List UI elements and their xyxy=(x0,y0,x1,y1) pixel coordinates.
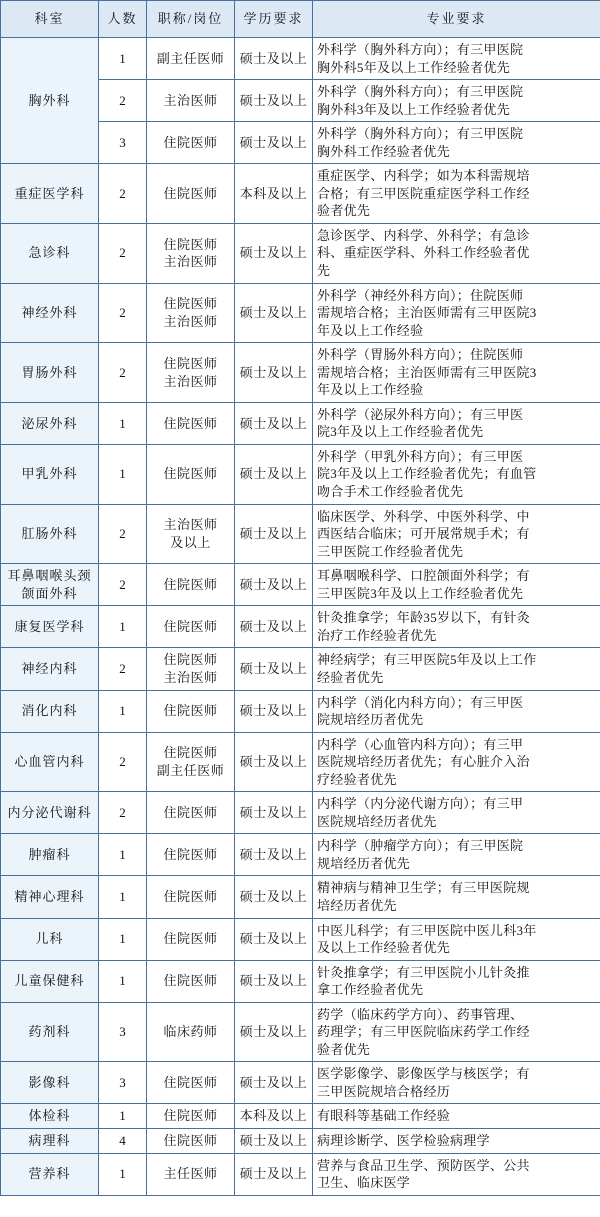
cell-job-title: 住院医师 xyxy=(147,444,235,504)
cell-headcount: 3 xyxy=(99,122,147,164)
cell-education: 硕士及以上 xyxy=(235,918,313,960)
cell-dept: 神经外科 xyxy=(1,283,99,343)
cell-job-title: 主治医师 及以上 xyxy=(147,504,235,564)
cell-major-requirement: 药学（临床药学方向）、药事管理、 药理学；有三甲医院临床药学工作经 验者优先 xyxy=(313,1002,600,1062)
cell-headcount: 2 xyxy=(99,504,147,564)
cell-education: 硕士及以上 xyxy=(235,606,313,648)
cell-job-title: 住院医师 xyxy=(147,1128,235,1153)
cell-major-requirement: 外科学（胸外科方向）；有三甲医院 胸外科工作经验者优先 xyxy=(313,122,600,164)
cell-job-title: 临床药师 xyxy=(147,1002,235,1062)
cell-dept: 儿科 xyxy=(1,918,99,960)
cell-job-title: 住院医师 xyxy=(147,1062,235,1104)
cell-dept: 胸外科 xyxy=(1,38,99,164)
table-body xyxy=(1,38,600,1196)
cell-major-requirement: 精神病与精神卫生学；有三甲医院规 培经历者优先 xyxy=(313,876,600,918)
cell-headcount: 1 xyxy=(99,606,147,648)
cell-dept: 精神心理科 xyxy=(1,876,99,918)
cell-major-requirement: 外科学（胸外科方向）；有三甲医院 胸外科5年及以上工作经验者优先 xyxy=(313,38,600,80)
cell-major-requirement: 耳鼻咽喉科学、口腔颌面外科学；有 三甲医院3年及以上工作经验者优先 xyxy=(313,564,600,606)
table-row xyxy=(1,564,600,606)
cell-job-title: 住院医师 主治医师 xyxy=(147,283,235,343)
table-row xyxy=(1,444,600,504)
cell-job-title: 住院医师 xyxy=(147,564,235,606)
cell-job-title: 主治医师 xyxy=(147,80,235,122)
cell-headcount: 2 xyxy=(99,648,147,690)
cell-major-requirement: 重症医学、内科学；如为本科需规培 合格；有三甲医院重症医学科工作经 验者优先 xyxy=(313,164,600,224)
cell-major-requirement: 有眼科等基础工作经验 xyxy=(313,1104,600,1129)
cell-dept: 肛肠外科 xyxy=(1,504,99,564)
cell-education: 硕士及以上 xyxy=(235,564,313,606)
cell-major-requirement: 急诊医学、内科学、外科学；有急诊 科、重症医学科、外科工作经验者优 先 xyxy=(313,223,600,283)
cell-major-requirement: 内科学（内分泌代谢方向）；有三甲 医院规培经历者优先 xyxy=(313,792,600,834)
table-row xyxy=(1,960,600,1002)
cell-job-title: 住院医师 xyxy=(147,918,235,960)
cell-job-title: 住院医师 副主任医师 xyxy=(147,732,235,792)
cell-dept: 内分泌代谢科 xyxy=(1,792,99,834)
cell-headcount: 1 xyxy=(99,38,147,80)
cell-major-requirement: 营养与食品卫生学、预防医学、公共 卫生、临床医学 xyxy=(313,1153,600,1195)
cell-headcount: 2 xyxy=(99,792,147,834)
cell-major-requirement: 中医儿科学；有三甲医院中医儿科3年 及以上工作经验者优先 xyxy=(313,918,600,960)
table-row xyxy=(1,1153,600,1195)
cell-major-requirement: 针灸推拿学；有三甲医院小儿针灸推 拿工作经验者优先 xyxy=(313,960,600,1002)
cell-headcount: 2 xyxy=(99,343,147,403)
cell-job-title: 住院医师 主治医师 xyxy=(147,223,235,283)
cell-headcount: 1 xyxy=(99,960,147,1002)
cell-headcount: 2 xyxy=(99,80,147,122)
cell-major-requirement: 外科学（胃肠外科方向）；住院医师 需规培合格；主治医师需有三甲医院3 年及以上工作经验 xyxy=(313,343,600,403)
cell-education: 硕士及以上 xyxy=(235,343,313,403)
cell-job-title: 住院医师 xyxy=(147,690,235,732)
table-row xyxy=(1,834,600,876)
cell-major-requirement: 医学影像学、影像医学与核医学；有 三甲医院规培合格经历 xyxy=(313,1062,600,1104)
cell-headcount: 1 xyxy=(99,690,147,732)
cell-major-requirement: 病理诊断学、医学检验病理学 xyxy=(313,1128,600,1153)
cell-education: 硕士及以上 xyxy=(235,834,313,876)
table-row xyxy=(1,1128,600,1153)
cell-headcount: 1 xyxy=(99,834,147,876)
cell-dept: 消化内科 xyxy=(1,690,99,732)
table-row xyxy=(1,732,600,792)
cell-education: 硕士及以上 xyxy=(235,1153,313,1195)
cell-dept: 体检科 xyxy=(1,1104,99,1129)
header-title: 职称/岗位 xyxy=(147,1,235,38)
cell-job-title: 住院医师 xyxy=(147,164,235,224)
cell-dept: 肿瘤科 xyxy=(1,834,99,876)
table-row xyxy=(1,876,600,918)
table-row xyxy=(1,792,600,834)
table-row xyxy=(1,1002,600,1062)
cell-headcount: 2 xyxy=(99,223,147,283)
header-req: 专业要求 xyxy=(313,1,600,38)
cell-education: 本科及以上 xyxy=(235,1104,313,1129)
cell-education: 硕士及以上 xyxy=(235,402,313,444)
cell-education: 硕士及以上 xyxy=(235,960,313,1002)
cell-education: 硕士及以上 xyxy=(235,504,313,564)
cell-job-title: 住院医师 xyxy=(147,960,235,1002)
cell-headcount: 3 xyxy=(99,1002,147,1062)
cell-education: 硕士及以上 xyxy=(235,1128,313,1153)
cell-job-title: 住院医师 xyxy=(147,1104,235,1129)
cell-education: 硕士及以上 xyxy=(235,38,313,80)
cell-education: 本科及以上 xyxy=(235,164,313,224)
cell-job-title: 主任医师 xyxy=(147,1153,235,1195)
cell-dept: 营养科 xyxy=(1,1153,99,1195)
header-dept: 科室 xyxy=(1,1,99,38)
cell-dept: 神经内科 xyxy=(1,648,99,690)
table-row xyxy=(1,648,600,690)
cell-major-requirement: 外科学（泌尿外科方向）；有三甲医 院3年及以上工作经验者优先 xyxy=(313,402,600,444)
cell-education: 硕士及以上 xyxy=(235,792,313,834)
table-row xyxy=(1,402,600,444)
cell-dept: 甲乳外科 xyxy=(1,444,99,504)
cell-headcount: 2 xyxy=(99,164,147,224)
cell-major-requirement: 内科学（消化内科方向）；有三甲医 院规培经历者优先 xyxy=(313,690,600,732)
cell-education: 硕士及以上 xyxy=(235,648,313,690)
cell-job-title: 住院医师 xyxy=(147,834,235,876)
cell-dept: 重症医学科 xyxy=(1,164,99,224)
cell-headcount: 2 xyxy=(99,564,147,606)
cell-headcount: 2 xyxy=(99,283,147,343)
cell-headcount: 3 xyxy=(99,1062,147,1104)
cell-headcount: 2 xyxy=(99,732,147,792)
cell-job-title: 副主任医师 xyxy=(147,38,235,80)
table-row xyxy=(1,1104,600,1129)
table-row xyxy=(1,918,600,960)
cell-major-requirement: 内科学（心血管内科方向）；有三甲 医院规培经历者优先；有心脏介入治 疗经验者优先 xyxy=(313,732,600,792)
cell-headcount: 4 xyxy=(99,1128,147,1153)
cell-headcount: 1 xyxy=(99,1104,147,1129)
cell-job-title: 住院医师 主治医师 xyxy=(147,648,235,690)
cell-education: 硕士及以上 xyxy=(235,732,313,792)
cell-education: 硕士及以上 xyxy=(235,444,313,504)
cell-dept: 康复医学科 xyxy=(1,606,99,648)
cell-education: 硕士及以上 xyxy=(235,223,313,283)
table-row xyxy=(1,690,600,732)
header-num: 人数 xyxy=(99,1,147,38)
cell-dept: 急诊科 xyxy=(1,223,99,283)
cell-job-title: 住院医师 xyxy=(147,606,235,648)
cell-dept: 病理科 xyxy=(1,1128,99,1153)
cell-education: 硕士及以上 xyxy=(235,283,313,343)
cell-education: 硕士及以上 xyxy=(235,1062,313,1104)
cell-major-requirement: 神经病学；有三甲医院5年及以上工作 经验者优先 xyxy=(313,648,600,690)
cell-job-title: 住院医师 主治医师 xyxy=(147,343,235,403)
cell-education: 硕士及以上 xyxy=(235,80,313,122)
table-row xyxy=(1,606,600,648)
table-row xyxy=(1,283,600,343)
table-row xyxy=(1,504,600,564)
cell-major-requirement: 外科学（甲乳外科方向）；有三甲医 院3年及以上工作经验者优先；有血管 吻合手术工作经验者优先 xyxy=(313,444,600,504)
cell-headcount: 1 xyxy=(99,1153,147,1195)
cell-dept: 心血管内科 xyxy=(1,732,99,792)
cell-dept: 药剂科 xyxy=(1,1002,99,1062)
cell-education: 硕士及以上 xyxy=(235,876,313,918)
table-row xyxy=(1,1062,600,1104)
cell-dept: 耳鼻咽喉头颈 颌面外科 xyxy=(1,564,99,606)
table-row xyxy=(1,38,600,80)
cell-job-title: 住院医师 xyxy=(147,402,235,444)
cell-education: 硕士及以上 xyxy=(235,1002,313,1062)
cell-job-title: 住院医师 xyxy=(147,876,235,918)
cell-headcount: 1 xyxy=(99,918,147,960)
cell-major-requirement: 内科学（肿瘤学方向）；有三甲医院 规培经历者优先 xyxy=(313,834,600,876)
cell-major-requirement: 针灸推拿学；年龄35岁以下，有针灸 治疗工作经验者优先 xyxy=(313,606,600,648)
cell-dept: 泌尿外科 xyxy=(1,402,99,444)
table-row xyxy=(1,164,600,224)
cell-dept: 儿童保健科 xyxy=(1,960,99,1002)
cell-major-requirement: 临床医学、外科学、中医外科学、中 西医结合临床；可开展常规手术；有 三甲医院工作经验者优先 xyxy=(313,504,600,564)
cell-headcount: 1 xyxy=(99,444,147,504)
cell-dept: 影像科 xyxy=(1,1062,99,1104)
cell-job-title: 住院医师 xyxy=(147,122,235,164)
cell-headcount: 1 xyxy=(99,402,147,444)
header-row xyxy=(1,1,600,38)
cell-education: 硕士及以上 xyxy=(235,122,313,164)
cell-education: 硕士及以上 xyxy=(235,690,313,732)
cell-major-requirement: 外科学（胸外科方向）；有三甲医院 胸外科3年及以上工作经验者优先 xyxy=(313,80,600,122)
cell-headcount: 1 xyxy=(99,876,147,918)
table-row xyxy=(1,223,600,283)
cell-job-title: 住院医师 xyxy=(147,792,235,834)
cell-dept: 胃肠外科 xyxy=(1,343,99,403)
table-row xyxy=(1,343,600,403)
table-header xyxy=(1,1,600,38)
header-edu: 学历要求 xyxy=(235,1,313,38)
cell-major-requirement: 外科学（神经外科方向）；住院医师 需规培合格；主治医师需有三甲医院3 年及以上工作经验 xyxy=(313,283,600,343)
